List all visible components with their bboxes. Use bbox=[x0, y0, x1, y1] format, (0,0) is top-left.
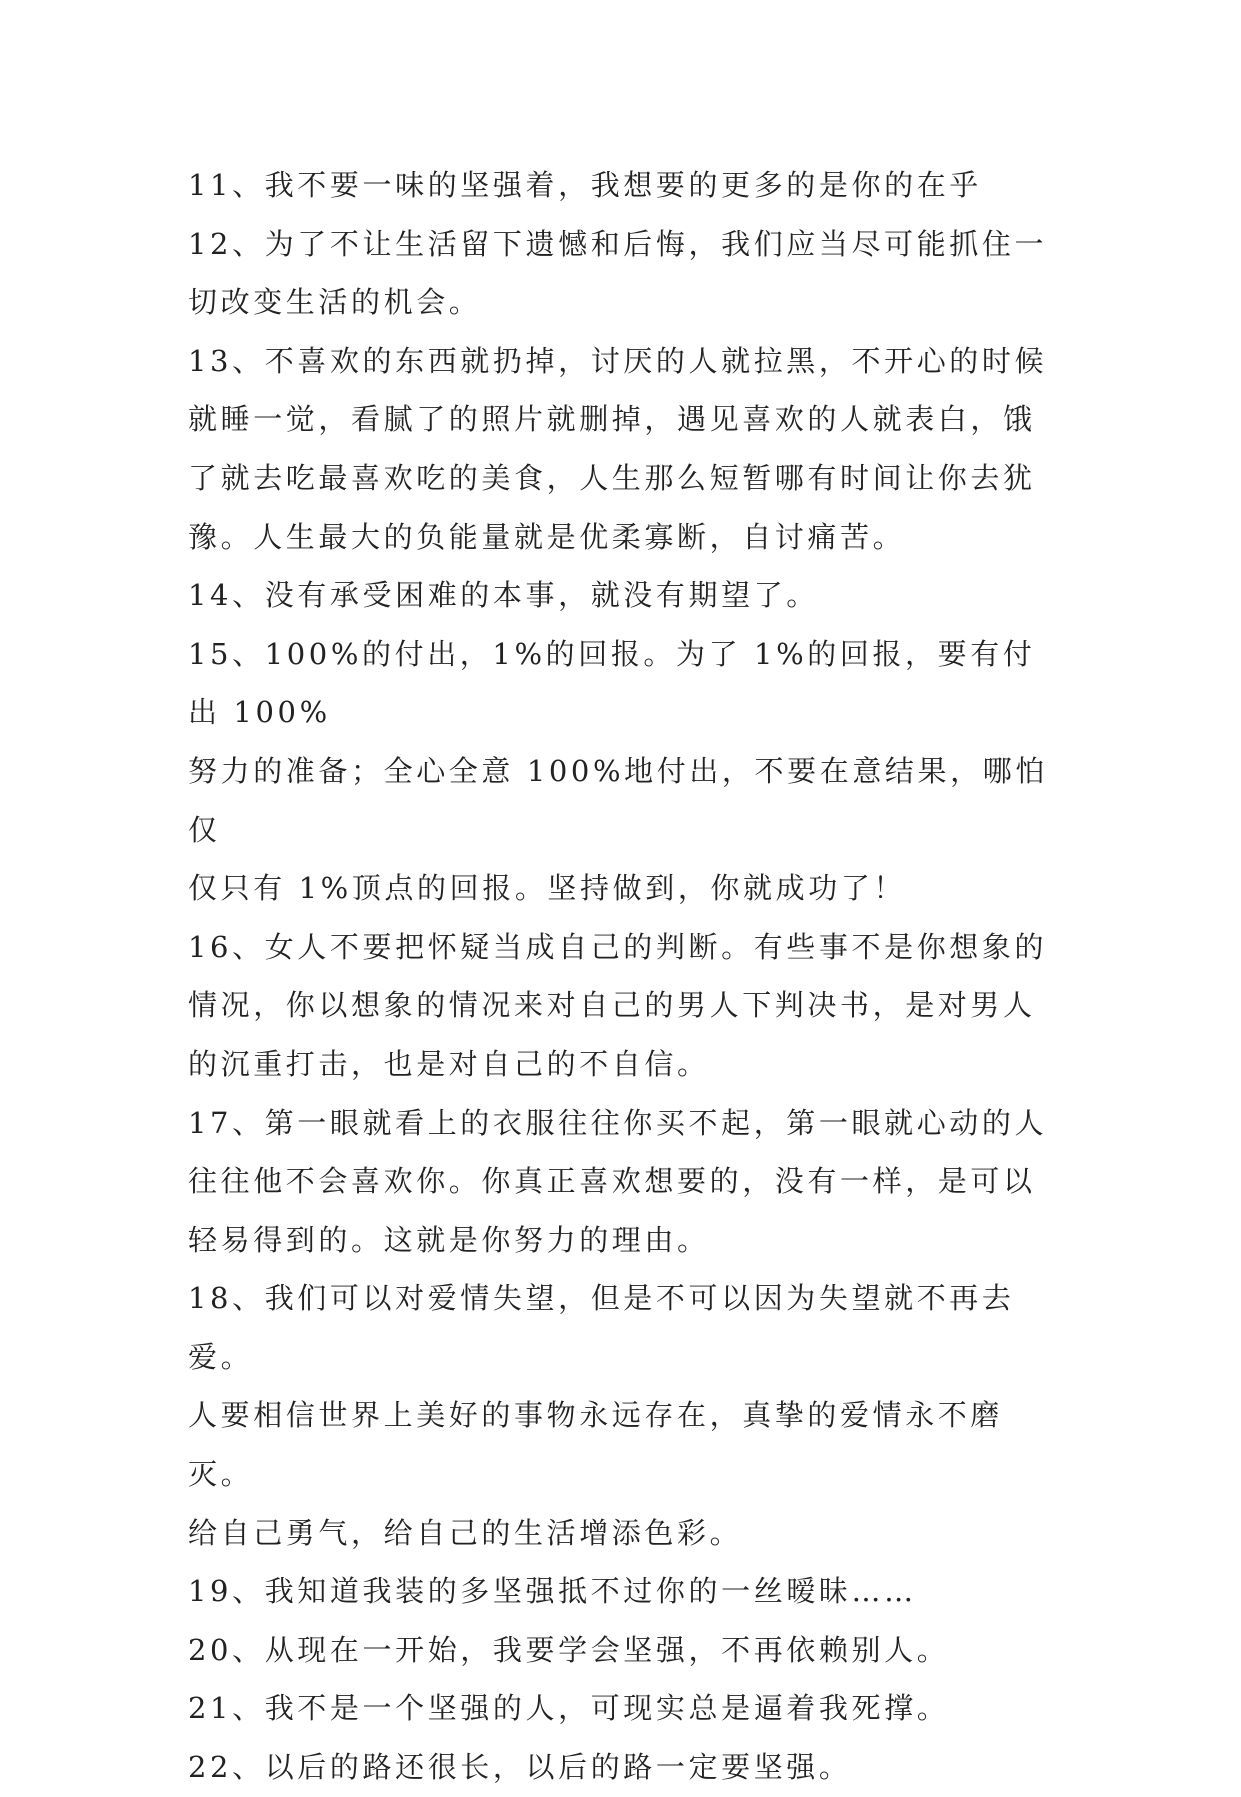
quote-item-20: 20、从现在一开始，我要学会坚强，不再依赖别人。 bbox=[188, 1632, 950, 1667]
quote-item-15: 15、100%的付出，1%的回报。为了 1%的回报，要有付出 100% 努力的准备；全心全意 100%地付出，不要在意结果，哪怕仅 仅只有 1%顶点的回报。坚持做到，你就成功了！ bbox=[188, 636, 1048, 906]
quote-list bbox=[188, 156, 1053, 1797]
quote-item-18: 18、我们可以对爱情失望，但是不可以因为失望就不再去爱。 人要相信世界上美好的事物永远存在，真挚的爱情永不磨灭。 给自己勇气，给自己的生活增添色彩。 bbox=[188, 1281, 1015, 1550]
quote-item-16: 16、女人不要把怀疑当成自己的判断。有些事不是你想象的 情况，你以想象的情况来对自己的男人下判决书，是对男人 的沉重打击，也是对自己的不自信。 bbox=[188, 929, 1048, 1081]
quote-item-12: 12、为了不让生活留下遗憾和后悔，我们应当尽可能抓住一 切改变生活的机会。 bbox=[188, 226, 1048, 320]
quote-item-14: 14、没有承受困难的本事，就没有期望了。 bbox=[188, 578, 819, 613]
quote-item-13: 13、不喜欢的东西就扔掉，讨厌的人就拉黑，不开心的时候 就睡一觉，看腻了的照片就删掉，遇见喜欢的人就表白，饿 了就去吃最喜欢吃的美食，人生那么短暂哪有时间让你去犹 豫。人生最大的负能量就是优柔寡断，自讨痛苦。 bbox=[188, 343, 1048, 554]
quote-item-11: 11、我不要一味的坚强着，我想要的更多的是你的在乎 bbox=[188, 168, 982, 202]
quote-item-21: 21、我不是一个坚强的人，可现实总是逼着我死撑。 bbox=[188, 1691, 950, 1726]
quote-item-22: 22、以后的路还很长，以后的路一定要坚强。 bbox=[188, 1750, 852, 1785]
quote-item-19: 19、我知道我装的多坚强抵不过你的一丝暧昧…… bbox=[188, 1574, 917, 1609]
quote-item-17: 17、第一眼就看上的衣服往往你买不起，第一眼就心动的人 往往他不会喜欢你。你真正喜欢想要的，没有一样，是可以 轻易得到的。这就是你努力的理由。 bbox=[188, 1105, 1048, 1257]
